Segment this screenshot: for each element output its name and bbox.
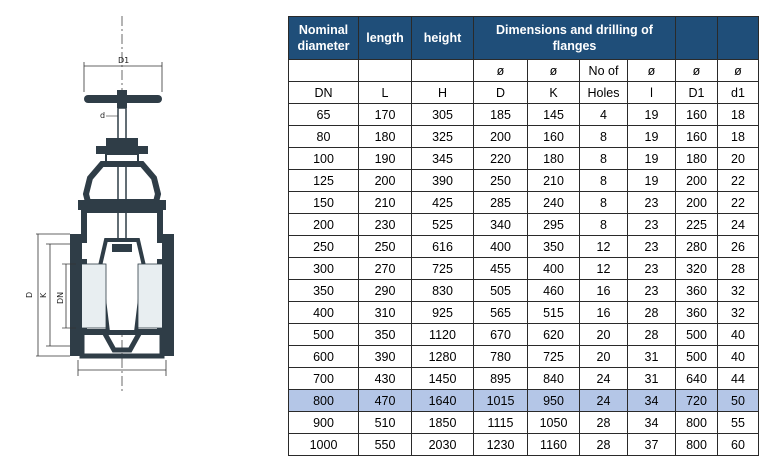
table-cell: 1850 <box>412 412 474 434</box>
table-cell: 670 <box>474 324 528 346</box>
table-cell: 200 <box>676 170 718 192</box>
table-row <box>289 412 759 434</box>
table-cell: 20 <box>718 148 759 170</box>
table-cell: 1050 <box>528 412 580 434</box>
table-cell: 26 <box>718 236 759 258</box>
table-row <box>289 104 759 126</box>
table-row <box>289 170 759 192</box>
table-cell: 305 <box>412 104 474 126</box>
table-cell: 425 <box>412 192 474 214</box>
table-cell: 830 <box>412 280 474 302</box>
table-cell: 1015 <box>474 390 528 412</box>
table-row <box>289 368 759 390</box>
header-cell <box>359 60 412 82</box>
table-cell: 44 <box>718 368 759 390</box>
table-cell: 390 <box>412 170 474 192</box>
table-cell: 8 <box>580 214 628 236</box>
table-cell: 390 <box>359 346 412 368</box>
table-cell: 780 <box>474 346 528 368</box>
header-blank-d1-small <box>718 17 759 60</box>
d-dim-label: d <box>100 111 106 120</box>
table-cell: 725 <box>528 346 580 368</box>
table-cell: 460 <box>528 280 580 302</box>
table-cell: 220 <box>474 148 528 170</box>
table-cell: 180 <box>676 148 718 170</box>
dimensions-table <box>288 16 759 456</box>
table-cell: 28 <box>718 258 759 280</box>
header-cell: ø <box>628 60 676 82</box>
header-cell: D1 <box>676 82 718 104</box>
table-cell: 800 <box>676 434 718 456</box>
table-cell: 925 <box>412 302 474 324</box>
header-cell: D <box>474 82 528 104</box>
table-cell: 1280 <box>412 346 474 368</box>
header-cell: No of <box>580 60 628 82</box>
table-cell: 28 <box>580 412 628 434</box>
table-cell: 700 <box>289 368 359 390</box>
table-cell: 185 <box>474 104 528 126</box>
table-cell: 505 <box>474 280 528 302</box>
table-cell: 720 <box>676 390 718 412</box>
table-cell: 65 <box>289 104 359 126</box>
table-cell: 28 <box>628 302 676 324</box>
header-cell: ø <box>718 60 759 82</box>
table-cell: 515 <box>528 302 580 324</box>
table-cell: 1450 <box>412 368 474 390</box>
table-cell: 400 <box>289 302 359 324</box>
table-cell: 1115 <box>474 412 528 434</box>
table-cell: 20 <box>580 346 628 368</box>
table-cell: 640 <box>676 368 718 390</box>
table-cell: 19 <box>628 170 676 192</box>
table-cell: 200 <box>676 192 718 214</box>
table-row <box>289 434 759 456</box>
table-cell: 210 <box>528 170 580 192</box>
table-cell: 270 <box>359 258 412 280</box>
header-cell: H <box>412 82 474 104</box>
table-cell: 23 <box>628 258 676 280</box>
table-cell: 360 <box>676 302 718 324</box>
table-cell: 28 <box>628 324 676 346</box>
table-cell: 150 <box>289 192 359 214</box>
table-cell: 320 <box>676 258 718 280</box>
table-cell: 160 <box>676 126 718 148</box>
table-cell: 200 <box>359 170 412 192</box>
table-cell: 24 <box>580 390 628 412</box>
table-cell: 250 <box>359 236 412 258</box>
table-cell: 345 <box>412 148 474 170</box>
table-row <box>289 126 759 148</box>
table-cell: 280 <box>676 236 718 258</box>
table-cell: 285 <box>474 192 528 214</box>
d1-dim-label: D1 <box>118 56 130 65</box>
table-row <box>289 236 759 258</box>
table-cell: 1160 <box>528 434 580 456</box>
header-cell: Holes <box>580 82 628 104</box>
table-row <box>289 214 759 236</box>
table-cell: 290 <box>359 280 412 302</box>
table-cell: 34 <box>628 412 676 434</box>
table-body <box>289 104 759 456</box>
table-cell: 300 <box>289 258 359 280</box>
header-cell: ø <box>676 60 718 82</box>
table-cell: 16 <box>580 280 628 302</box>
table-cell: 55 <box>718 412 759 434</box>
table-cell: 800 <box>289 390 359 412</box>
table-cell: 470 <box>359 390 412 412</box>
table-cell: 34 <box>628 390 676 412</box>
table-cell: 230 <box>359 214 412 236</box>
table-cell: 1230 <box>474 434 528 456</box>
table-cell: 225 <box>676 214 718 236</box>
table-row <box>289 302 759 324</box>
table-cell: 325 <box>412 126 474 148</box>
header-row-labels <box>289 17 759 60</box>
table-cell: 80 <box>289 126 359 148</box>
table-cell: 800 <box>676 412 718 434</box>
table-cell: 31 <box>628 346 676 368</box>
table-cell: 24 <box>718 214 759 236</box>
table-cell: 100 <box>289 148 359 170</box>
table-cell: 190 <box>359 148 412 170</box>
table-cell: 18 <box>718 104 759 126</box>
table-cell: 22 <box>718 170 759 192</box>
table-cell: 160 <box>528 126 580 148</box>
table-cell: 360 <box>676 280 718 302</box>
table-cell: 19 <box>628 148 676 170</box>
table-cell: 24 <box>580 368 628 390</box>
table-cell: 60 <box>718 434 759 456</box>
big-d-dim-label: D <box>25 291 34 298</box>
table-cell: 20 <box>580 324 628 346</box>
header-cell: ø <box>528 60 580 82</box>
table-cell: 950 <box>528 390 580 412</box>
table-cell: 16 <box>580 302 628 324</box>
table-cell: 550 <box>359 434 412 456</box>
table-cell: 23 <box>628 192 676 214</box>
header-flange-dimensions: Dimensions and drilling of flanges <box>474 17 676 60</box>
table-cell: 23 <box>628 236 676 258</box>
table-cell: 8 <box>580 170 628 192</box>
table-cell: 250 <box>474 170 528 192</box>
table-cell: 725 <box>412 258 474 280</box>
table-cell: 400 <box>528 258 580 280</box>
table-cell: 32 <box>718 280 759 302</box>
header-cell: ø <box>474 60 528 82</box>
header-cell: K <box>528 82 580 104</box>
k-dim-label: K <box>39 292 48 298</box>
header-cell: L <box>359 82 412 104</box>
table-cell: 510 <box>359 412 412 434</box>
table-cell: 145 <box>528 104 580 126</box>
table-row <box>289 258 759 280</box>
header-cell: DN <box>289 82 359 104</box>
table-cell: 900 <box>289 412 359 434</box>
table-cell: 565 <box>474 302 528 324</box>
table-cell: 40 <box>718 324 759 346</box>
table-cell: 350 <box>289 280 359 302</box>
table-cell: 160 <box>676 104 718 126</box>
header-row-symbols <box>289 60 759 82</box>
table-cell: 350 <box>359 324 412 346</box>
table-cell: 4 <box>580 104 628 126</box>
table-cell: 350 <box>528 236 580 258</box>
table-cell: 525 <box>412 214 474 236</box>
table-cell: 37 <box>628 434 676 456</box>
table-cell: 295 <box>528 214 580 236</box>
table-row <box>289 346 759 368</box>
table-cell: 1640 <box>412 390 474 412</box>
header-height: height <box>412 17 474 60</box>
table-cell: 620 <box>528 324 580 346</box>
header-cell: d1 <box>718 82 759 104</box>
table-row <box>289 324 759 346</box>
table-cell: 8 <box>580 126 628 148</box>
table-cell: 31 <box>628 368 676 390</box>
table-cell: 170 <box>359 104 412 126</box>
table-cell: 500 <box>676 324 718 346</box>
table-cell: 430 <box>359 368 412 390</box>
table-cell: 180 <box>528 148 580 170</box>
dn-dim-label: DN <box>56 291 65 304</box>
table-cell: 32 <box>718 302 759 324</box>
table-cell: 840 <box>528 368 580 390</box>
table-cell: 895 <box>474 368 528 390</box>
table-cell: 240 <box>528 192 580 214</box>
table-cell: 18 <box>718 126 759 148</box>
table-cell: 200 <box>474 126 528 148</box>
table-row <box>289 280 759 302</box>
table-cell: 23 <box>628 214 676 236</box>
gate-valve-drawing <box>14 14 234 394</box>
table-cell: 400 <box>474 236 528 258</box>
header-blank-d1 <box>676 17 718 60</box>
table-row <box>289 192 759 214</box>
table-row <box>289 148 759 170</box>
table-cell: 250 <box>289 236 359 258</box>
table-cell: 500 <box>289 324 359 346</box>
table-cell: 40 <box>718 346 759 368</box>
table-cell: 8 <box>580 148 628 170</box>
table-cell: 28 <box>580 434 628 456</box>
header-row-codes <box>289 82 759 104</box>
table-cell: 50 <box>718 390 759 412</box>
table-cell: 500 <box>676 346 718 368</box>
table-cell: 310 <box>359 302 412 324</box>
table-cell: 455 <box>474 258 528 280</box>
table-cell: 600 <box>289 346 359 368</box>
table-cell: 12 <box>580 236 628 258</box>
table-cell: 2030 <box>412 434 474 456</box>
table-cell: 1120 <box>412 324 474 346</box>
table-cell: 19 <box>628 104 676 126</box>
table-cell: 8 <box>580 192 628 214</box>
header-cell <box>412 60 474 82</box>
table-cell: 1000 <box>289 434 359 456</box>
table-cell: 180 <box>359 126 412 148</box>
table-cell: 200 <box>289 214 359 236</box>
table-cell: 23 <box>628 280 676 302</box>
table-cell: 340 <box>474 214 528 236</box>
header-cell <box>289 60 359 82</box>
header-nominal-diameter: Nominal diameter <box>289 17 359 60</box>
table-row-highlighted <box>289 390 759 412</box>
table-cell: 19 <box>628 126 676 148</box>
table-cell: 22 <box>718 192 759 214</box>
table-cell: 12 <box>580 258 628 280</box>
table-cell: 210 <box>359 192 412 214</box>
table-cell: 125 <box>289 170 359 192</box>
header-cell: l <box>628 82 676 104</box>
header-length: length <box>359 17 412 60</box>
table-cell: 616 <box>412 236 474 258</box>
